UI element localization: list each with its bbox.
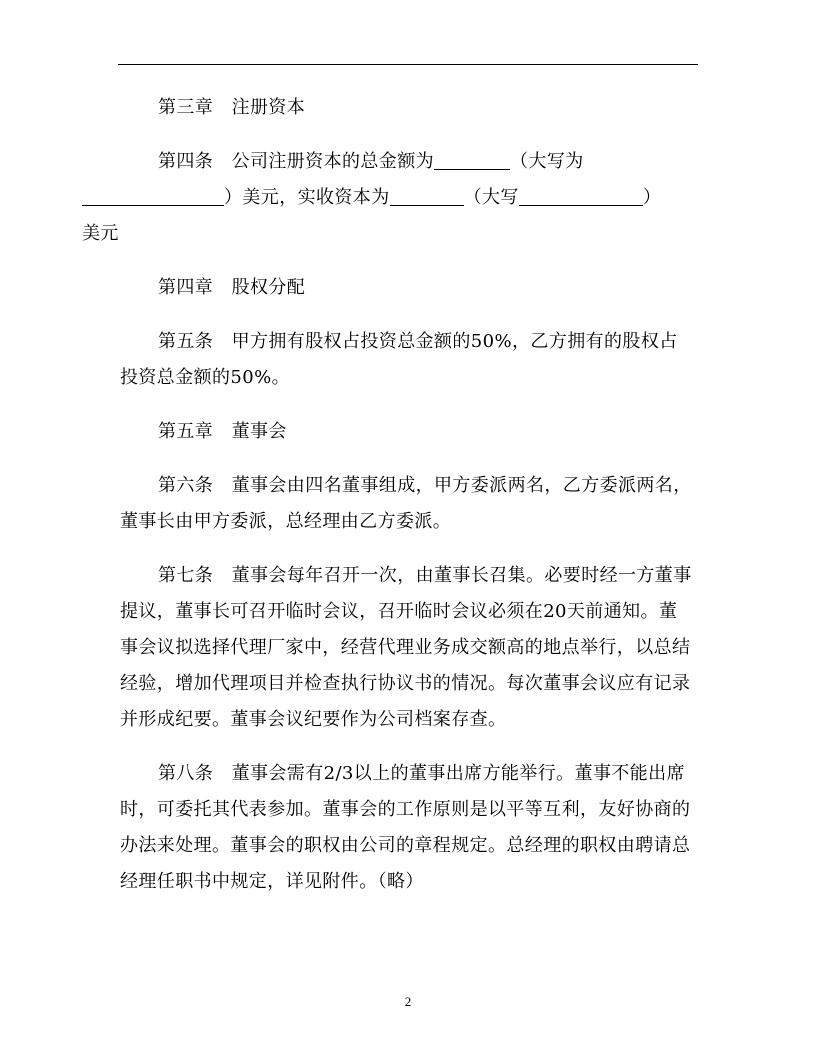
article-8 (120, 756, 694, 900)
chapter-5-number: 第五章 (158, 421, 214, 442)
article-8-label: 第八条 (158, 763, 214, 784)
article-4 (82, 144, 694, 252)
document-body (82, 90, 694, 918)
blank-registered-capital (434, 151, 510, 170)
article-7-text: 董事会每年召开一次，由董事长召集。必要时经一方董事提议，董事长可召开临时会议，召开临时会议必须在20天前通知。董事会议拟选择代理厂家中，经营代理业务成交额高的地点举行，以总结经验，增加代理项目并检查执行协议书的情况。每次董事会议应有记录并形成纪要。董事会议纪要作为公司档案存查。 (120, 565, 692, 730)
article-4-text-4: （大写 (463, 187, 519, 208)
article-6-text: 董事会由四名董事组成，甲方委派两名，乙方委派两名，董事长由甲方委派，总经理由乙方委派。 (120, 475, 692, 532)
article-4-label: 第四条 (158, 151, 214, 172)
chapter-3-heading (120, 90, 694, 126)
article-5 (120, 324, 694, 396)
article-6-label: 第六条 (158, 475, 214, 496)
article-6 (120, 468, 694, 540)
article-8-text: 董事会需有2/3以上的董事出席方能举行。董事不能出席时，可委托其代表参加。董事会的工作原则是以平等互利，友好协商的办法来处理。董事会的职权由公司的章程规定。总经理的职权由聘请总经理任职书中规定，详见附件。（略） (120, 763, 691, 892)
chapter-4-title: 股权分配 (231, 277, 306, 298)
article-4-text-3: ）美元，实收资本为 (224, 187, 390, 208)
article-4-text-6: 美元 (82, 223, 119, 244)
article-5-text: 甲方拥有股权占投资总金额的50%，乙方拥有的股权占投资总金额的50%。 (120, 331, 678, 388)
chapter-5-title: 董事会 (231, 421, 287, 442)
article-4-text-5: ） (642, 187, 662, 208)
chapter-3-number: 第三章 (158, 97, 214, 118)
blank-paid-in-capital-words (519, 187, 643, 206)
blank-paid-in-capital (390, 187, 464, 206)
chapter-4-number: 第四章 (158, 277, 214, 298)
page-number: 2 (404, 994, 412, 1009)
article-7 (120, 558, 694, 738)
blank-registered-capital-words (82, 187, 224, 206)
chapter-4-heading (120, 270, 694, 306)
article-5-label: 第五条 (158, 331, 214, 352)
article-7-label: 第七条 (158, 565, 214, 586)
article-4-text-1: 公司注册资本的总金额为 (231, 151, 435, 172)
article-4-text-2: （大写为 (510, 151, 584, 172)
chapter-5-heading (120, 414, 694, 450)
chapter-3-title: 注册资本 (231, 97, 306, 118)
header-rule (118, 64, 698, 65)
